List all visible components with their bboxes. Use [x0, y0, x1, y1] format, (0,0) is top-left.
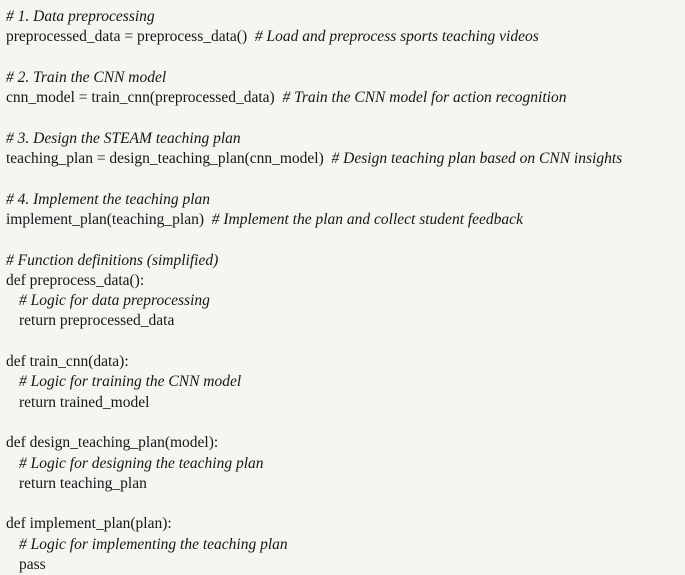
comment-text: # 1. Data preprocessing: [6, 8, 155, 25]
code-text: cnn_model = train_cnn(preprocessed_data): [6, 89, 275, 107]
code-text: return teaching_plan: [19, 474, 147, 492]
code-line: [6, 311, 677, 331]
code-text: pass: [19, 556, 46, 574]
code-text: def train_cnn(data):: [6, 353, 129, 371]
comment-text: # Design teaching plan based on CNN insights: [323, 150, 623, 168]
comment-text: # Logic for designing the teaching plan: [19, 454, 264, 472]
blank-line: [6, 48, 677, 68]
code-text: implement_plan(teaching_plan): [6, 210, 204, 228]
code-line: [6, 88, 677, 108]
code-text: return trained_model: [19, 393, 150, 411]
comment-text: # Logic for data preprocessing: [19, 292, 210, 310]
code-line: [6, 149, 677, 169]
blank-line: [6, 494, 677, 514]
code-line: [6, 210, 677, 230]
comment-text: # Logic for implementing the teaching plan: [19, 535, 288, 553]
blank-line: [6, 108, 677, 128]
code-line: [6, 129, 677, 149]
comment-text: # Train the CNN model for action recognition: [274, 89, 567, 107]
code-line: [6, 271, 677, 291]
code-line: [6, 352, 677, 372]
code-text: preprocessed_data = preprocess_data(): [6, 28, 248, 46]
code-line: [6, 474, 677, 494]
code-line: [6, 7, 677, 27]
code-line: [6, 190, 677, 210]
code-line: [6, 251, 677, 271]
code-text: def implement_plan(plan):: [6, 515, 172, 533]
code-line: [6, 535, 677, 555]
comment-text: # Implement the plan and collect student feedback: [204, 210, 523, 228]
code-line: [6, 372, 677, 392]
code-text: return preprocessed_data: [19, 312, 175, 330]
code-line: [6, 68, 677, 88]
blank-line: [6, 169, 677, 189]
comment-text: # Function definitions (simplified): [6, 251, 219, 269]
code-line: [6, 393, 677, 413]
code-line: [6, 555, 677, 575]
comment-text: # 2. Train the CNN model: [6, 68, 167, 86]
code-text: teaching_plan = design_teaching_plan(cnn_model): [6, 150, 324, 168]
code-line: [6, 27, 677, 47]
comment-text: # 3. Design the STEAM teaching plan: [6, 129, 241, 147]
code-line: [6, 454, 677, 474]
code-line: [6, 291, 677, 311]
blank-line: [6, 332, 677, 352]
code-line: [6, 433, 677, 453]
code-text: def preprocess_data():: [6, 271, 145, 289]
comment-text: # 4. Implement the teaching plan: [6, 190, 211, 208]
code-line: [6, 514, 677, 534]
comment-text: # Logic for training the CNN model: [19, 373, 242, 391]
blank-line: [6, 413, 677, 433]
blank-line: [6, 230, 677, 250]
code-text: def design_teaching_plan(model):: [6, 434, 219, 452]
comment-text: # Load and preprocess sports teaching videos: [247, 28, 539, 46]
